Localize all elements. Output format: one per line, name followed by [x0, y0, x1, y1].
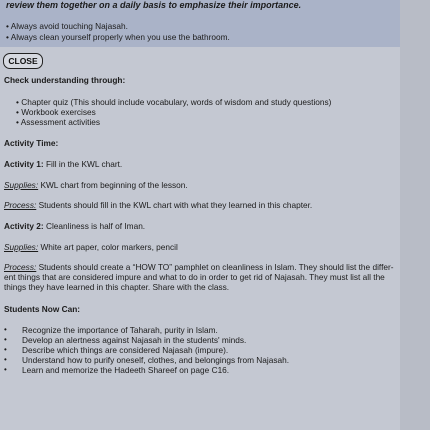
- banner-item: • Always avoid touching Najasah.: [6, 21, 128, 31]
- students-now-heading: Students Now Can:: [4, 304, 81, 314]
- process-label: Process:: [4, 200, 37, 210]
- process-label: Process:: [4, 262, 37, 272]
- activity2-line: [4, 221, 396, 231]
- check-item: • Workbook exercises: [16, 107, 96, 117]
- activity1-line: [4, 159, 396, 169]
- close-button[interactable]: CLOSE: [3, 53, 43, 69]
- check-item: • Assessment activities: [16, 117, 101, 127]
- list-item: Recognize the importance of Taharah, purity in Islam.: [22, 325, 218, 335]
- banner-item: • Always clean yourself properly when you use the bathroom.: [6, 32, 230, 42]
- bullet-dot: •: [4, 355, 7, 364]
- process-text: Students should create a “HOW TO” pamphlet on cleanliness in Islam. They should list the differ-: [36, 262, 394, 272]
- supplies-text: White art paper, color markers, pencil: [38, 242, 178, 252]
- activity1-title: Activity 1:: [4, 159, 44, 169]
- activity2-text: Cleanliness is half of Iman.: [43, 221, 146, 231]
- activity2-title: Activity 2:: [4, 221, 44, 231]
- list-item: Develop an alertness against Najasah in the students' minds.: [22, 335, 247, 345]
- process-text: Students should fill in the KWL chart with what they learned in this chapter.: [36, 200, 313, 210]
- activity2-supplies: [4, 242, 396, 252]
- list-item: Understand how to purify oneself, clothes, and belongings from Najasah.: [22, 355, 290, 365]
- bullet-dot: •: [4, 325, 7, 334]
- supplies-label: Supplies:: [4, 180, 39, 190]
- activity2-process: [4, 262, 396, 272]
- activity-time-heading: Activity Time:: [4, 138, 59, 148]
- supplies-label: Supplies:: [4, 242, 39, 252]
- check-item: • Chapter quiz (This should include vocabulary, words of wisdom and study questions): [16, 97, 332, 107]
- activity1-supplies: [4, 180, 396, 190]
- bullet-dot: •: [4, 335, 7, 344]
- activity1-process: [4, 200, 396, 210]
- activity1-text: Fill in the KWL chart.: [43, 159, 123, 169]
- supplies-text: KWL chart from beginning of the lesson.: [38, 180, 188, 190]
- list-item: Learn and memorize the Hadeeth Shareef on page C16.: [22, 365, 230, 375]
- check-heading: Check understanding through:: [4, 75, 126, 85]
- list-item: Describe which things are considered Najasah (impure).: [22, 345, 229, 355]
- activity2-process-cont: things they have learned in this chapter. Share with the class.: [4, 282, 230, 292]
- bullet-dot: •: [4, 365, 7, 374]
- activity2-process-cont: ent things that are considered impure and what to do in order to get rid of Najasah. They must list all the: [4, 272, 385, 282]
- bullet-dot: •: [4, 345, 7, 354]
- instruction-banner: [0, 0, 400, 47]
- banner-intro: review them together on a daily basis to emphasize their importance.: [6, 0, 302, 10]
